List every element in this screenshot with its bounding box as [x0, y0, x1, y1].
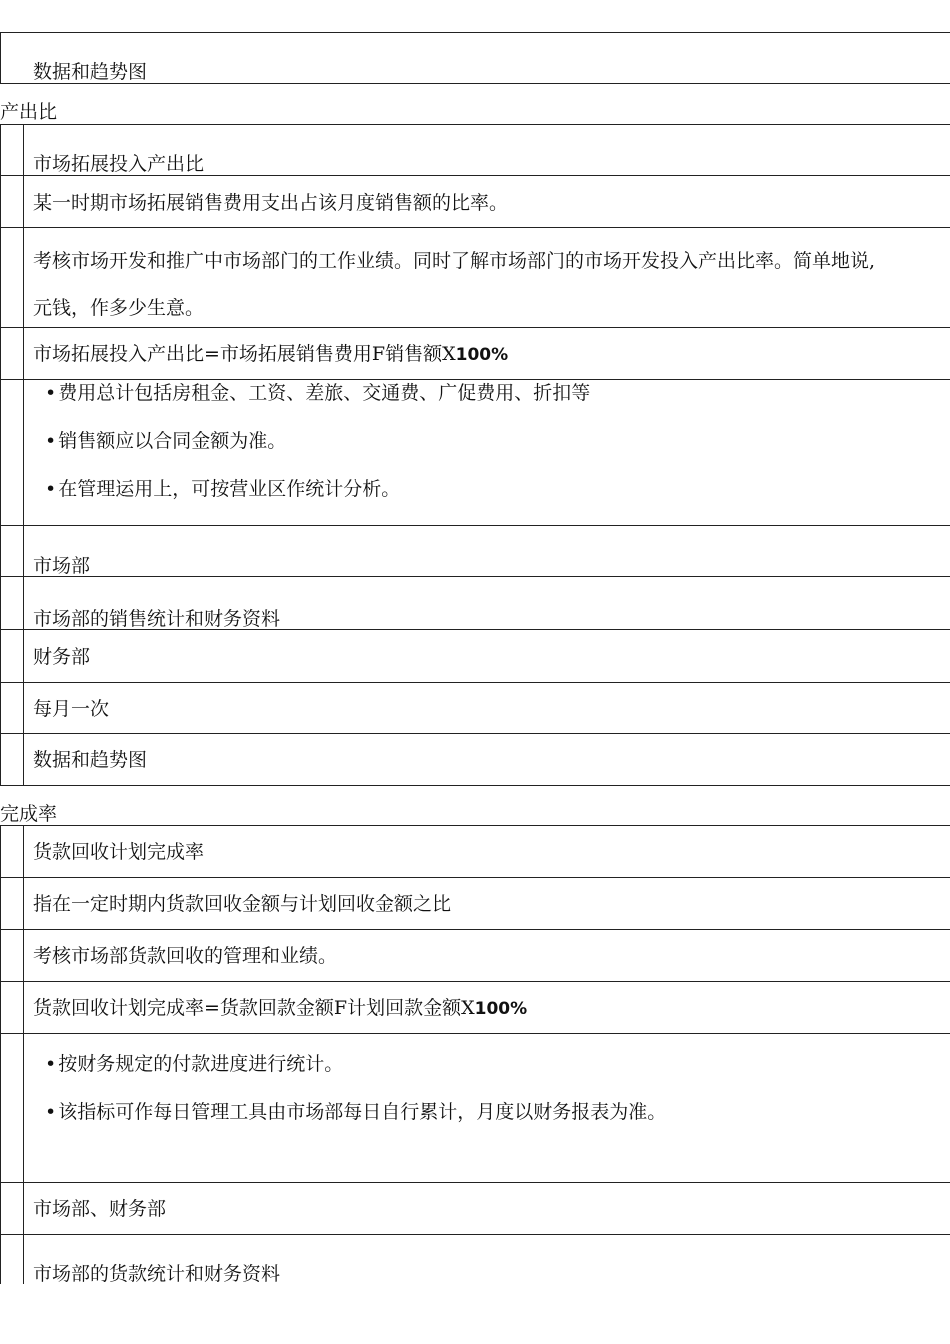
table-border	[23, 124, 24, 786]
table-border	[0, 929, 950, 930]
formula-main: 货款回收计划完成率=货款回款金额F计划回款金额X	[33, 997, 475, 1019]
note-item: • 按财务规定的付款进度进行统计。	[45, 1053, 343, 1075]
top-format-cell: 数据和趋势图	[33, 61, 148, 83]
responsible-dept: 市场部	[33, 555, 91, 577]
note-item: • 费用总计包括房租金、工资、差旅、交通费、广促费用、折扣等	[45, 382, 590, 404]
table-border	[0, 825, 1, 1284]
indicator-purpose-line2: 元钱，作多少生意。	[33, 297, 205, 319]
table-border	[0, 825, 950, 826]
table-border	[0, 32, 1, 84]
table-border	[0, 227, 950, 228]
table-border	[0, 124, 1, 786]
data-source: 市场部的货款统计和财务资料	[33, 1263, 281, 1285]
indicator-purpose-line1: 考核市场开发和推广中市场部门的工作业绩。同时了解市场部门的市场开发投入产出比率。简单地说,	[33, 250, 876, 272]
table-border	[0, 1182, 950, 1183]
table-border	[0, 32, 950, 33]
data-source: 市场部的销售统计和财务资料	[33, 608, 281, 630]
table-border	[0, 785, 950, 786]
table-border	[0, 576, 950, 577]
table-border	[23, 825, 24, 1284]
table-border	[0, 124, 950, 125]
indicator-definition: 某一时期市场拓展销售费用支出占该月度销售额的比率。	[33, 192, 509, 214]
section2-heading: 完成率	[0, 803, 58, 825]
table-border	[0, 1033, 950, 1034]
formula-percent: 100%	[474, 999, 528, 1019]
note-item: • 在管理运用上，可按营业区作统计分析。	[45, 478, 400, 500]
table-border	[0, 682, 950, 683]
section1-heading: 产出比	[0, 101, 58, 123]
responsible-dept: 市场部、财务部	[33, 1198, 167, 1220]
note-item: • 销售额应以合同金额为准。	[45, 430, 286, 452]
table-border	[0, 379, 950, 380]
table-border	[0, 733, 950, 734]
indicator-name: 货款回收计划完成率	[33, 841, 205, 863]
indicator-formula	[33, 343, 508, 366]
statistic-frequency: 每月一次	[33, 698, 110, 720]
note-item: • 该指标可作每日管理工具由市场部每日自行累计，月度以财务报表为准。	[45, 1101, 666, 1123]
data-provider: 财务部	[33, 646, 91, 668]
indicator-definition: 指在一定时期内货款回收金额与计划回收金额之比	[33, 893, 452, 915]
indicator-purpose: 考核市场部货款回收的管理和业绩。	[33, 945, 338, 967]
report-format: 数据和趋势图	[33, 749, 148, 771]
formula-main: 市场拓展投入产出比=市场拓展销售费用F销售额X	[33, 343, 456, 365]
indicator-name: 市场拓展投入产出比	[33, 153, 205, 175]
table-border	[0, 877, 950, 878]
table-border	[0, 327, 950, 328]
indicator-formula	[33, 997, 527, 1020]
table-border	[0, 525, 950, 526]
table-border	[0, 83, 950, 84]
table-border	[0, 175, 950, 176]
table-border	[0, 1234, 950, 1235]
formula-percent: 100%	[455, 345, 509, 365]
table-border	[0, 981, 950, 982]
